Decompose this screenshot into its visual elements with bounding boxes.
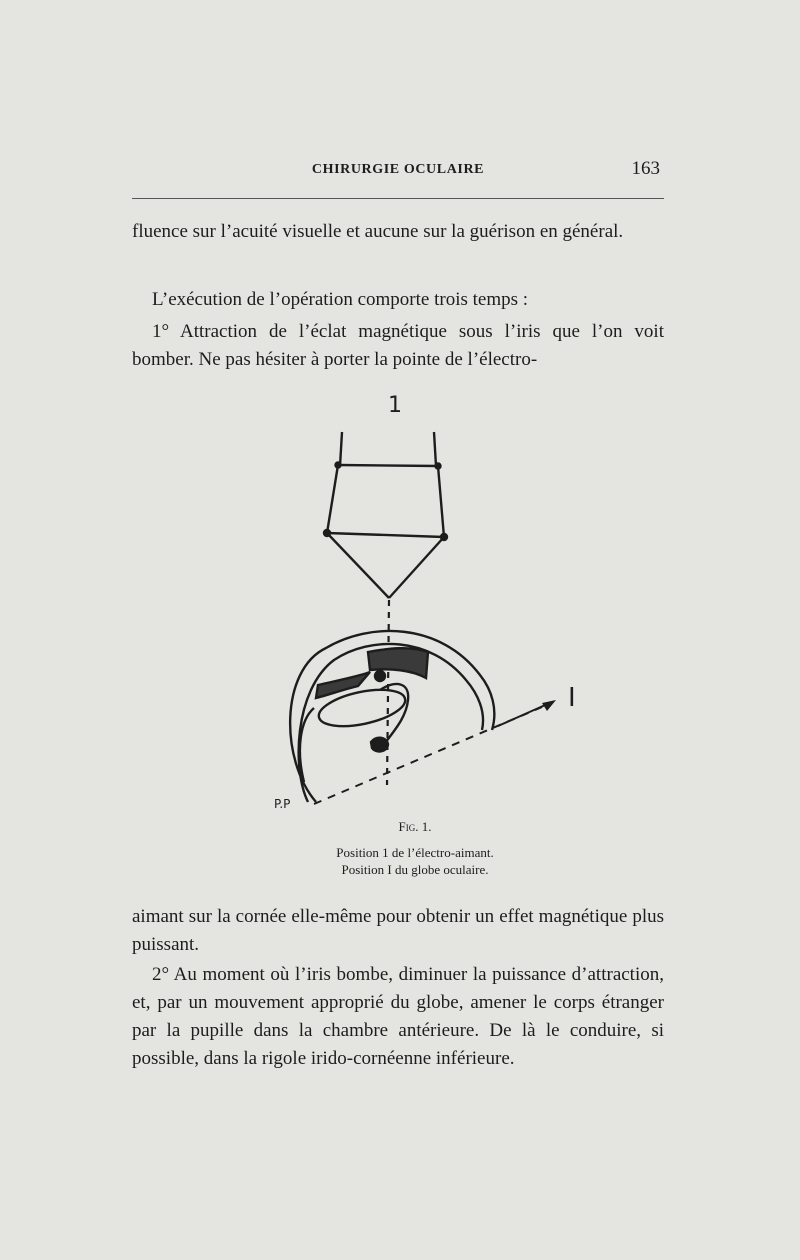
paragraph-step-2: 2° Au moment où l’iris bombe, diminuer la puissance d’attraction, et, par un mouvement approprié du globe, amener le corps étranger par la pupille dans la chambre antérieure. De là le conduire, si possible, dans la rigole irido-cornéenne inférieure.: [132, 964, 664, 1069]
paragraph-steps-intro: L’exécution de l’opération comporte trois temps :: [152, 289, 529, 310]
running-head-title: CHIRURGIE OCULAIRE: [311, 162, 485, 177]
figure-label-1: 1: [388, 393, 402, 418]
figure-label-pp: P.P: [274, 797, 291, 811]
paragraph-step-1: 1° Attraction de l’éclat magnétique sous l’iris que l’on voit bomber. Ne pas hésiter à porter la pointe de l’électro-: [132, 321, 664, 370]
electro-magnet-drawing: [324, 432, 447, 598]
arrow-head-icon: [542, 700, 556, 711]
figure-caption-line-2: Position I du globe oculaire.: [341, 862, 489, 877]
figure-drawing: [230, 390, 610, 820]
running-head: [132, 158, 664, 186]
figure-1: [230, 390, 610, 820]
axis-line: [387, 600, 389, 785]
header-rule: [132, 198, 664, 199]
paragraph-continuation-2: aimant sur la cornée elle-même pour obtenir un effet magnétique plus puissant.: [132, 906, 664, 955]
figure-caption-title: Fig. 1.: [398, 819, 432, 834]
eye-globe-drawing: [290, 631, 494, 802]
figure-caption-line-1: Position 1 de l’électro-aimant.: [336, 845, 494, 860]
page-number: 163: [631, 158, 660, 179]
figure-label-I: I: [568, 683, 576, 713]
paragraph-continuation: fluence sur l’acuité visuelle et aucune sur la guérison en général.: [132, 221, 624, 242]
